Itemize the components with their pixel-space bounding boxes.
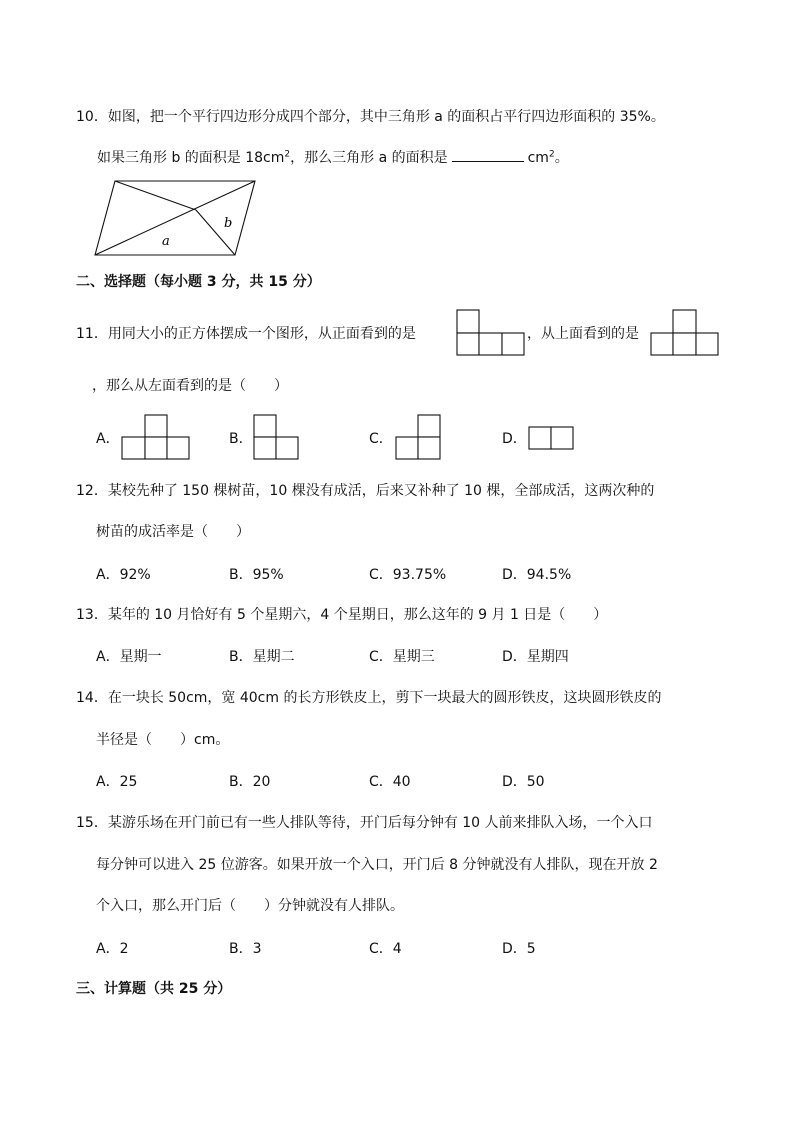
q11-option-b-label: B． [229, 431, 253, 447]
q15-option-a[interactable]: A．2 [96, 941, 129, 957]
q11-option-c-label: C． [369, 431, 393, 447]
q11-option-d-label: D． [502, 431, 527, 447]
option-c-figure[interactable] [395, 414, 445, 462]
q13-option-d[interactable]: D．星期四 [502, 649, 569, 665]
q15-line1: 15．某游乐场在开门前已有一些人排队等待，开门后每分钟有 10 人前来排队入场，一个入口 [76, 815, 653, 831]
q14-option-c[interactable]: C．40 [369, 774, 411, 790]
section-heading-calculation: 三、计算题（共 25 分） [76, 981, 232, 997]
q13-line1: 13．某年的 10 月恰好有 5 个星期六，4 个星期日，那么这年的 9 月 1 日是（ ） [76, 607, 608, 623]
q12-line1: 12．某校先种了 150 棵树苗，10 棵没有成活，后来又补种了 10 棵，全部成活，这两次种的 [76, 483, 655, 499]
section-heading-choice: 二、选择题（每小题 3 分，共 15 分） [76, 274, 321, 290]
q14-line1: 14．在一块长 50cm，宽 40cm 的长方形铁皮上，剪下一块最大的圆形铁皮，这块圆形铁皮的 [76, 690, 662, 706]
front-view-figure [456, 309, 526, 357]
parallelogram-figure [90, 175, 260, 260]
q14-line2: 半径是（ ）cm。 [96, 732, 230, 748]
q10-end: 。 [554, 150, 569, 166]
q15-option-b[interactable]: B．3 [229, 941, 262, 957]
triangle-a-label: a [162, 234, 170, 249]
q13-option-c[interactable]: C．星期三 [369, 649, 435, 665]
q10-line2 [97, 147, 569, 167]
option-a-figure[interactable] [121, 414, 191, 462]
q15-option-d[interactable]: D．5 [502, 941, 536, 957]
q12-option-c[interactable]: C．93.75% [369, 567, 447, 583]
q14-option-a[interactable]: A．25 [96, 774, 138, 790]
q10-line1: 10．如图，把一个平行四边形分成四个部分，其中三角形 a 的面积占平行四边形面积的 35%。 [76, 109, 665, 125]
q13-option-b[interactable]: B．星期二 [229, 649, 295, 665]
q11-part2: ，从上面看到的是 [527, 326, 639, 342]
q10-unit: cm [527, 150, 549, 166]
q10-line2-part-b: ，那么三角形 a 的面积是 [290, 150, 448, 166]
answer-blank[interactable] [452, 147, 524, 162]
q15-line2: 每分钟可以进入 25 位游客。如果开放一个入口，开门后 8 分钟就没有人排队，现在开放 2 [96, 857, 658, 873]
q15-line3: 个入口，那么开门后（ ）分钟就没有人排队。 [96, 898, 404, 914]
q11-option-a-label: A． [96, 431, 120, 447]
q12-option-b[interactable]: B．95% [229, 567, 284, 583]
q11-part1: 11．用同大小的正方体摆成一个图形，从正面看到的是 [76, 326, 416, 342]
q12-option-d[interactable]: D．94.5% [502, 567, 572, 583]
q13-option-a[interactable]: A．星期一 [96, 649, 162, 665]
option-b-figure[interactable] [253, 414, 303, 462]
q14-option-b[interactable]: B．20 [229, 774, 271, 790]
q12-option-a[interactable]: A．92% [96, 567, 151, 583]
q11-line2: ，那么从左面看到的是（ ） [92, 378, 288, 394]
top-view-figure [650, 309, 720, 357]
triangle-b-label: b [224, 216, 233, 231]
q10-unit-superscript: 2 [548, 149, 555, 160]
q12-line2: 树苗的成活率是（ ） [96, 524, 250, 540]
q15-option-c[interactable]: C．4 [369, 941, 402, 957]
q10-line2-part-a: 如果三角形 b 的面积是 18cm [97, 150, 285, 166]
option-d-figure[interactable] [528, 426, 578, 452]
q14-option-d[interactable]: D．50 [502, 774, 545, 790]
q10-superscript: 2 [284, 149, 291, 160]
